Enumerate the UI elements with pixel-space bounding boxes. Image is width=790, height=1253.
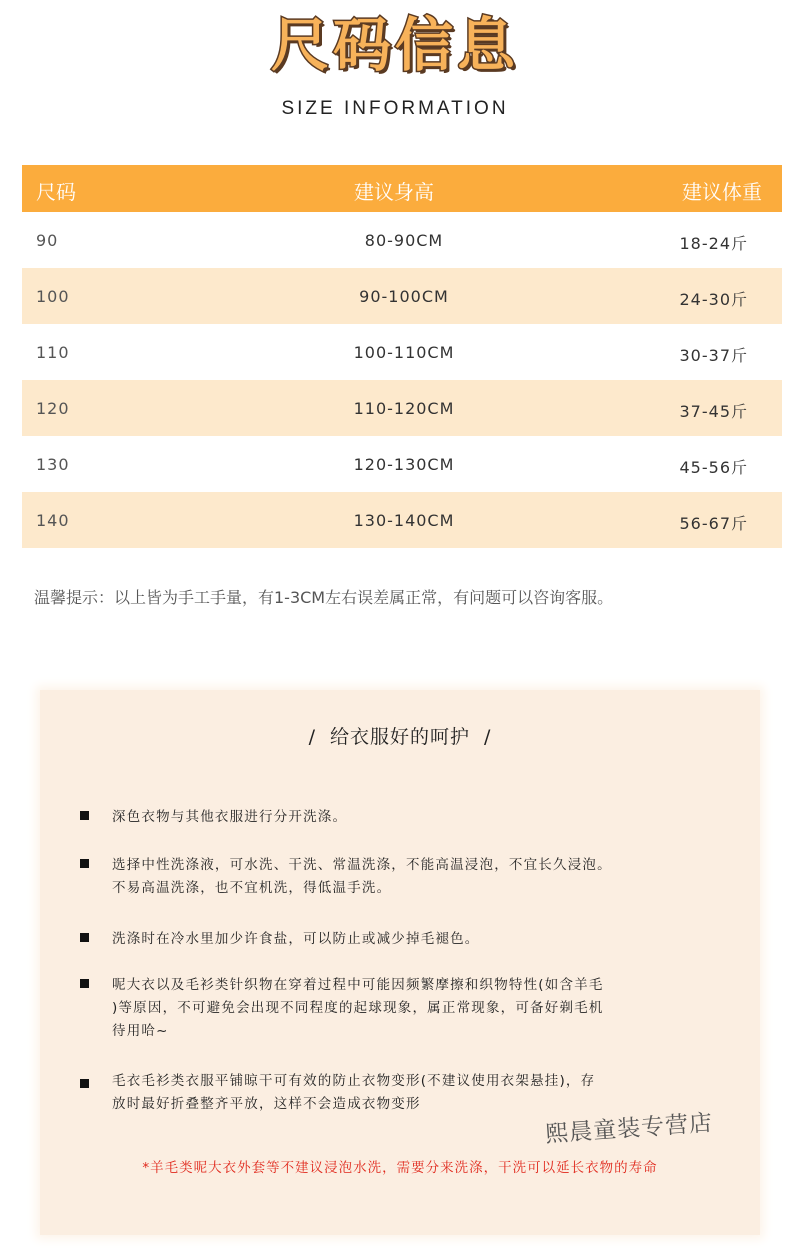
care-panel xyxy=(40,690,760,1235)
care-line: 不易高温洗涤，也不宜机洗，得低温手洗。 xyxy=(112,880,392,896)
cell-size: 130 xyxy=(36,455,70,474)
care-title-text: 给衣服好的呵护 xyxy=(329,726,470,748)
table-row xyxy=(22,324,782,380)
bullet-icon xyxy=(80,979,89,988)
table-row xyxy=(22,380,782,436)
cell-height: 120-130CM xyxy=(353,455,455,474)
care-item-text xyxy=(112,928,732,951)
table-row xyxy=(22,268,782,324)
care-item-text xyxy=(112,806,732,829)
header-weight: 建议体重 xyxy=(682,180,762,204)
size-table xyxy=(22,165,782,548)
care-title xyxy=(40,722,760,749)
header-size: 尺码 xyxy=(36,180,76,204)
cell-height: 100-110CM xyxy=(353,343,455,362)
bullet-icon xyxy=(80,1079,89,1088)
cell-weight: 56-67斤 xyxy=(679,514,748,533)
page-title: 尺码信息 xyxy=(270,11,519,79)
cell-size: 140 xyxy=(36,511,70,530)
bullet-icon xyxy=(80,859,89,868)
table-row xyxy=(22,436,782,492)
cell-weight: 18-24斤 xyxy=(679,234,748,253)
cell-size: 120 xyxy=(36,399,70,418)
care-line: 毛衣毛衫类衣服平铺晾干可有效的防止衣物变形(不建议使用衣架悬挂)，存 xyxy=(112,1073,596,1089)
page-subtitle: SIZE INFORMATION xyxy=(281,98,509,119)
bullet-icon xyxy=(80,811,89,820)
shop-watermark: 熙晨童装专营店 xyxy=(544,1110,714,1148)
title-block xyxy=(0,10,790,80)
care-item-text xyxy=(112,854,732,900)
cell-weight: 30-37斤 xyxy=(679,346,748,365)
care-line: 呢大衣以及毛衫类针织物在穿着过程中可能因频繁摩擦和织物特性(如含羊毛 xyxy=(112,977,604,993)
cell-size: 90 xyxy=(36,231,59,250)
cell-size: 110 xyxy=(36,343,70,362)
care-line: 选择中性洗涤液，可水洗、干洗、常温洗涤，不能高温浸泡，不宜长久浸泡。 xyxy=(112,857,612,873)
cell-height: 90-100CM xyxy=(359,287,449,306)
table-row xyxy=(22,492,782,548)
care-item-text xyxy=(112,974,732,1043)
cell-weight: 24-30斤 xyxy=(679,290,748,309)
cell-height: 80-90CM xyxy=(364,231,444,250)
care-line: 深色衣物与其他衣服进行分开洗涤。 xyxy=(112,809,348,825)
header-height: 建议身高 xyxy=(354,180,434,204)
cell-height: 110-120CM xyxy=(353,399,455,418)
cell-weight: 37-45斤 xyxy=(679,402,748,421)
size-table-header xyxy=(22,165,782,212)
cell-weight: 45-56斤 xyxy=(679,458,748,477)
cell-size: 100 xyxy=(36,287,70,306)
cell-height: 130-140CM xyxy=(353,511,455,530)
care-line: 洗涤时在冷水里加少许食盐，可以防止或减少掉毛褪色。 xyxy=(112,931,480,947)
measurement-note: 温馨提示：以上皆为手工手量，有1-3CM左右误差属正常，有问题可以咨询客服。 xyxy=(34,588,614,607)
bullet-icon xyxy=(80,933,89,942)
care-line: 放时最好折叠整齐平放，这样不会造成衣物变形 xyxy=(112,1096,421,1112)
table-row xyxy=(22,212,782,268)
title-slash-right: / xyxy=(484,726,492,748)
care-line: 待用哈~ xyxy=(112,1023,169,1039)
care-line: )等原因，不可避免会出现不同程度的起球现象，属正常现象，可备好剃毛机 xyxy=(112,1000,604,1016)
title-slash-left: / xyxy=(308,726,316,748)
wool-warning: *羊毛类呢大衣外套等不建议浸泡水洗，需要分来洗涤，干洗可以延长衣物的寿命 xyxy=(142,1160,658,1176)
